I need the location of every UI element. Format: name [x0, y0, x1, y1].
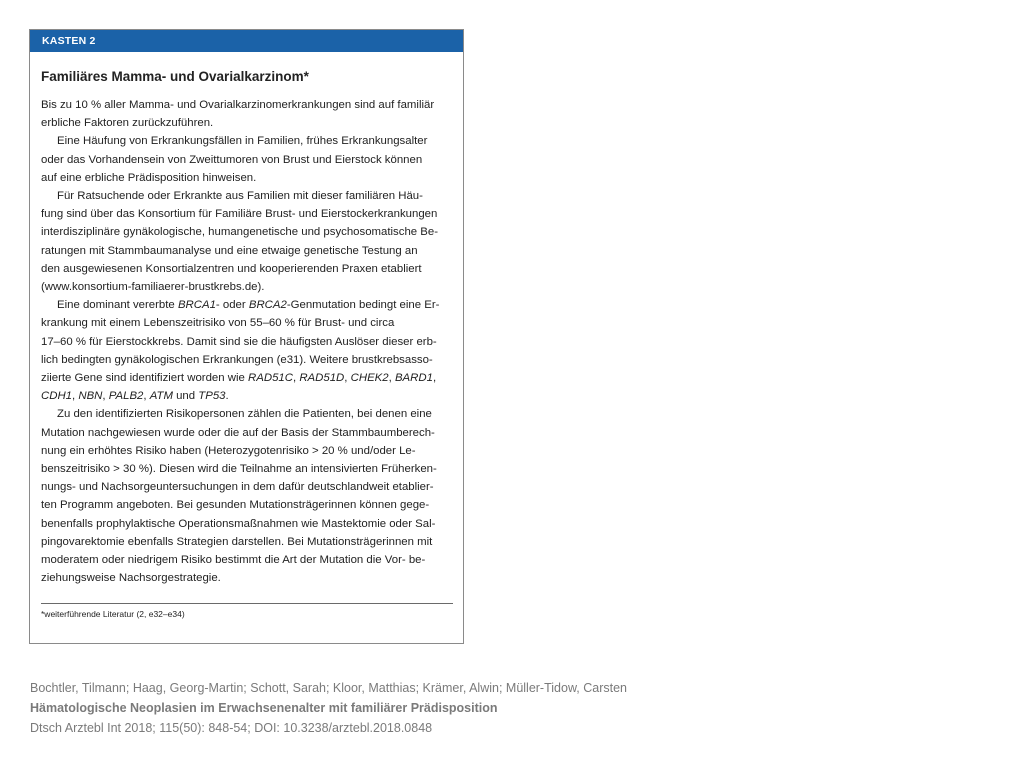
text-run: Zu den identifizierten Risikopersonen zählen die Patienten, bei denen eine [57, 408, 432, 421]
citation-source: Dtsch Arztebl Int 2018; 115(50): 848-54; DOI: 10.3238/arztebl.2018.0848 [30, 721, 433, 735]
gene-name: TP53 [198, 390, 226, 403]
body-line [41, 278, 453, 296]
body-paragraph [41, 296, 453, 405]
text-run: Eine dominant vererbte [57, 299, 178, 312]
citation-title: Hämatologische Neoplasien im Erwachsenenalter mit familiärer Prädisposition [30, 701, 498, 715]
body-line [41, 569, 453, 587]
gene-name: CHEK2 [350, 372, 389, 385]
box-header: KASTEN 2 [30, 30, 463, 52]
gene-name: BARD1 [394, 372, 433, 385]
body-line [41, 387, 453, 405]
citation [30, 678, 627, 738]
text-run: benenfalls prophylaktische Operationsmaßnahmen wie Mastektomie oder Sal- [41, 517, 436, 530]
text-run: (www.konsortium-familiaerer-brustkrebs.de). [41, 281, 265, 294]
body-line [41, 405, 453, 423]
text-run: ziehungsweise Nachsorgestrategie. [41, 572, 221, 585]
text-run: , [292, 372, 300, 385]
text-run: den ausgewiesenen Konsortialzentren und kooperierenden Praxen etabliert [41, 262, 422, 275]
text-run: , [388, 372, 395, 385]
body-line [41, 260, 453, 278]
body-line [41, 169, 453, 187]
body-line [41, 478, 453, 496]
text-run: benszeitrisiko > 30 %). Diesen wird die Teilnahme an intensivierten Früherken- [41, 463, 437, 476]
text-run: , [72, 390, 79, 403]
body-paragraph [41, 187, 453, 296]
text-run: - oder [215, 299, 249, 312]
gene-name: BRCA2 [248, 299, 287, 312]
body-line [41, 533, 453, 551]
body-paragraph [41, 96, 453, 132]
text-run: fung sind über das Konsortium für Familiäre Brust- und Eierstockerkrankungen [41, 208, 438, 221]
body-line [41, 114, 453, 132]
text-run: erbliche Faktoren zurückzuführen. [41, 117, 214, 130]
text-run: und [172, 390, 199, 403]
text-run: Eine Häufung von Erkrankungsfällen in Familien, frühes Erkrankungsalter [57, 135, 428, 148]
body-line [41, 96, 453, 114]
citation-authors: Bochtler, Tilmann; Haag, Georg-Martin; Schott, Sarah; Kloor, Matthias; Krämer, Alwin; Müller-Tidow, Carsten [30, 681, 628, 695]
body-paragraph [41, 132, 453, 187]
body-line [41, 333, 453, 351]
gene-name: CDH1 [41, 390, 73, 403]
text-run: moderatem oder niedrigem Risiko bestimmt die Art der Mutation die Vor- be- [41, 554, 426, 567]
text-run: . [225, 390, 229, 403]
body-line [41, 551, 453, 569]
footnote: *weiterführende Literatur (2, e32–e34) [41, 609, 185, 619]
text-run: oder das Vorhandensein von Zweittumoren von Brust und Eierstock können [41, 153, 423, 166]
text-run: , [143, 390, 150, 403]
gene-name: ATM [149, 390, 173, 403]
text-run: nung ein erhöhtes Risiko haben (Heterozygotenrisiko > 20 % und/oder Le- [41, 444, 416, 457]
text-run: 17–60 % für Eierstockkrebs. Damit sind sie die häufigsten Auslöser dieser erb- [41, 335, 437, 348]
text-run: ratungen mit Stammbaumanalyse und eine etwaige genetische Testung an [41, 244, 418, 257]
gene-name: NBN [78, 390, 103, 403]
info-box [29, 29, 464, 644]
gene-name: RAD51D [299, 372, 345, 385]
body-line [41, 187, 453, 205]
text-run: ten Programm angeboten. Bei gesunden Mutationsträgerinnen können gege- [41, 499, 430, 512]
footnote-divider [41, 603, 453, 604]
text-run: , [432, 372, 437, 385]
body-paragraph [41, 405, 453, 587]
body-line [41, 351, 453, 369]
body-line [41, 242, 453, 260]
text-run: pingovarektomie ebenfalls Strategien darstellen. Bei Mutationsträgerinnen mit [41, 535, 433, 548]
body-line [41, 515, 453, 533]
body-line [41, 296, 453, 314]
body-line [41, 424, 453, 442]
gene-name: PALB2 [108, 390, 144, 403]
body-line [41, 496, 453, 514]
text-run: Mutation nachgewiesen wurde oder die auf der Basis der Stammbaumberech- [41, 426, 435, 439]
body-line [41, 314, 453, 332]
text-run: krankung mit einem Lebenszeitrisiko von 55–60 % für Brust- und circa [41, 317, 395, 330]
body-line [41, 132, 453, 150]
text-run: ziierte Gene sind identifiziert worden wie [41, 372, 249, 385]
body-line [41, 223, 453, 241]
text-run: Für Ratsuchende oder Erkrankte aus Familien mit dieser familiären Häu- [57, 190, 423, 203]
text-run: , [102, 390, 109, 403]
body-line [41, 151, 453, 169]
text-run: , [344, 372, 351, 385]
box-body [41, 96, 453, 587]
body-line [41, 205, 453, 223]
text-run: nungs- und Nachsorgeuntersuchungen in dem dafür deutschlandweit etablier- [41, 481, 434, 494]
text-run: auf eine erbliche Prädisposition hinweisen. [41, 171, 257, 184]
text-run: lich bedingten gynäkologischen Erkrankungen (e31). Weitere brustkrebsasso- [41, 353, 433, 366]
gene-name: BRCA1 [177, 299, 216, 312]
text-run: -Genmutation bedingt eine Er- [286, 299, 440, 312]
text-run: Bis zu 10 % aller Mamma- und Ovarialkarzinomerkrankungen sind auf familiär [41, 99, 435, 111]
text-run: interdisziplinäre gynäkologische, humangenetische und psychosomatische Be- [41, 226, 439, 239]
body-line [41, 460, 453, 478]
gene-name: RAD51C [248, 372, 293, 385]
body-line [41, 442, 453, 460]
box-title: Familiäres Mamma- und Ovarialkarzinom* [41, 69, 309, 84]
body-line [41, 369, 453, 387]
